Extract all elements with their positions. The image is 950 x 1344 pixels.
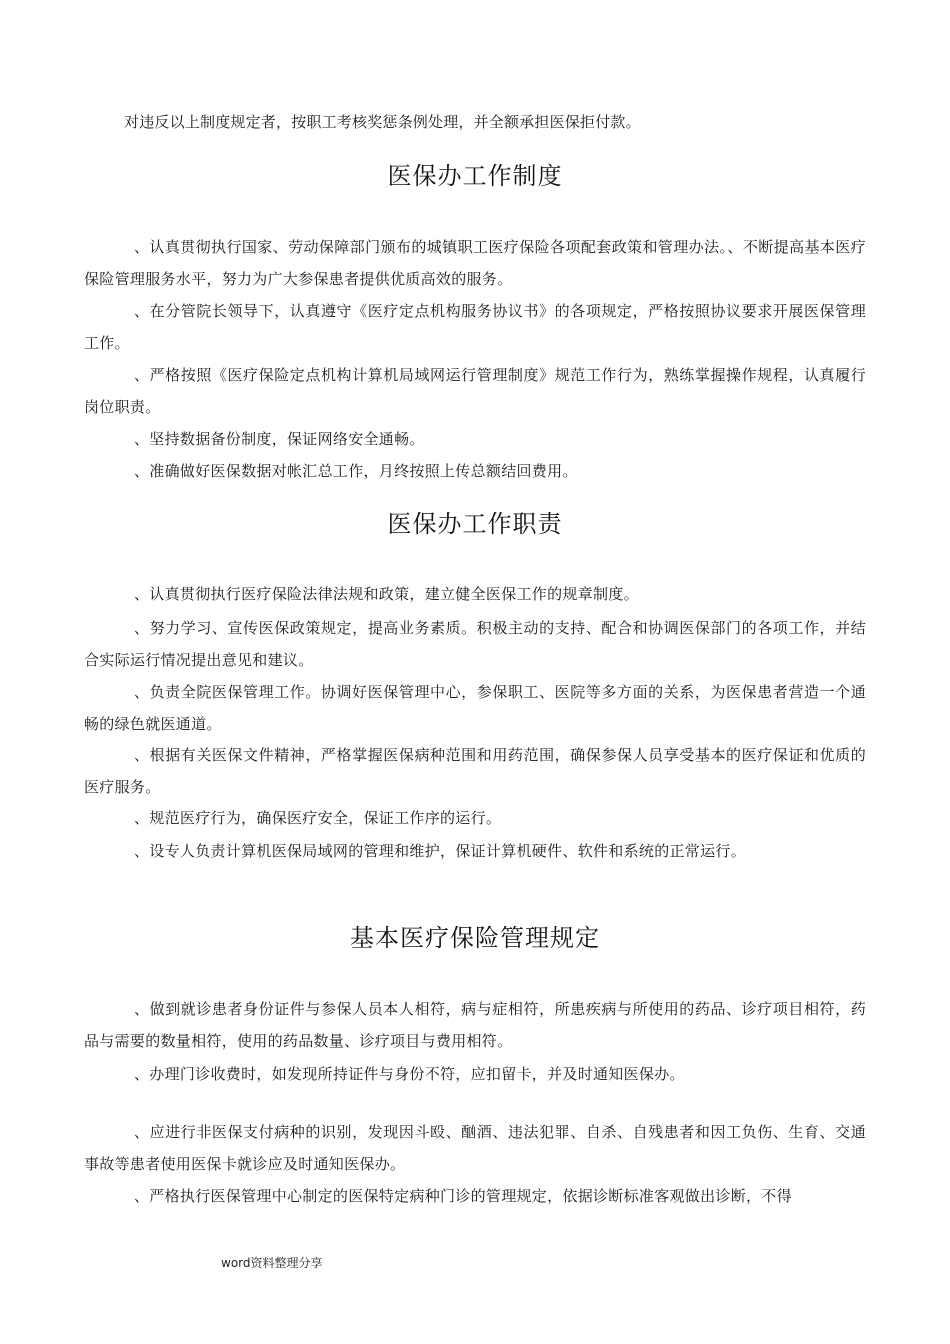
paragraph: 、做到就诊患者身份证件与参保人员本人相符，病与症相符，所患疾病与所使用的药品、诊疗项目相符，药品与需要的数量相符，使用的药品数量、诊疗项目与费用相符。 <box>84 1000 866 1050</box>
paragraph: 、认真贯彻执行医疗保险法律法规和政策，建立健全医保工作的规章制度。 <box>134 585 639 603</box>
paragraph: 、负责全院医保管理工作。协调好医保管理中心，参保职工、医院等多方面的关系，为医保患者营造一个通畅的绿色就医通道。 <box>84 683 866 733</box>
paragraph: 、应进行非医保支付病种的识别，发现因斗殴、酗酒、违法犯罪、自杀、自残患者和因工负伤、生育、交通事故等患者使用医保卡就诊应及时通知医保办。 <box>84 1123 866 1173</box>
paragraph: 、规范医疗行为，确保医疗安全，保证工作序的运行。 <box>134 809 502 827</box>
section-title-basic-insurance-rules: 基本医疗保险管理规定 <box>350 924 600 952</box>
paragraph: 、努力学习、宣传医保政策规定，提高业务素质。积极主动的支持、配合和协调医保部门的各项工作，并结合实际运行情况提出意见和建议。 <box>84 619 866 669</box>
section-title-work-system: 医保办工作制度 <box>387 162 563 190</box>
paragraph: 、办理门诊收费时，如发现所持证件与身份不符，应扣留卡，并及时通知医保办。 <box>134 1065 685 1083</box>
paragraph: 、在分管院长领导下，认真遵守《医疗定点机构服务协议书》的各项规定，严格按照协议要求开展医保管理工作。 <box>84 302 866 352</box>
paragraph: 、根据有关医保文件精神，严格掌握医保病种范围和用药范围，确保参保人员享受基本的医疗保证和优质的医疗服务。 <box>84 746 866 796</box>
intro-paragraph: 对违反以上制度规定者，按职工考核奖惩条例处理，并全额承担医保拒付款。 <box>124 113 641 131</box>
paragraph: 、准确做好医保数据对帐汇总工作，月终按照上传总额结回费用。 <box>134 462 578 480</box>
paragraph: 、严格执行医保管理中心制定的医保特定病种门诊的管理规定，依据诊断标准客观做出诊断，不得 <box>134 1187 792 1205</box>
paragraph: 、认真贯彻执行国家、劳动保障部门颁布的城镇职工医疗保险各项配套政策和管理办法。、不断提高基本医疗保险管理服务水平，努力为广大参保患者提供优质高效的服务。 <box>84 238 866 288</box>
section-title-work-duties: 医保办工作职责 <box>387 510 563 538</box>
paragraph: 、严格按照《医疗保险定点机构计算机局域网运行管理制度》规范工作行为，熟练掌握操作规程，认真履行岗位职责。 <box>84 366 866 416</box>
page-footer: word资料整理分享 <box>221 1256 323 1270</box>
paragraph: 、设专人负责计算机医保局域网的管理和维护，保证计算机硬件、软件和系统的正常运行。 <box>134 842 747 860</box>
paragraph: 、坚持数据备份制度，保证网络安全通畅。 <box>134 430 425 448</box>
